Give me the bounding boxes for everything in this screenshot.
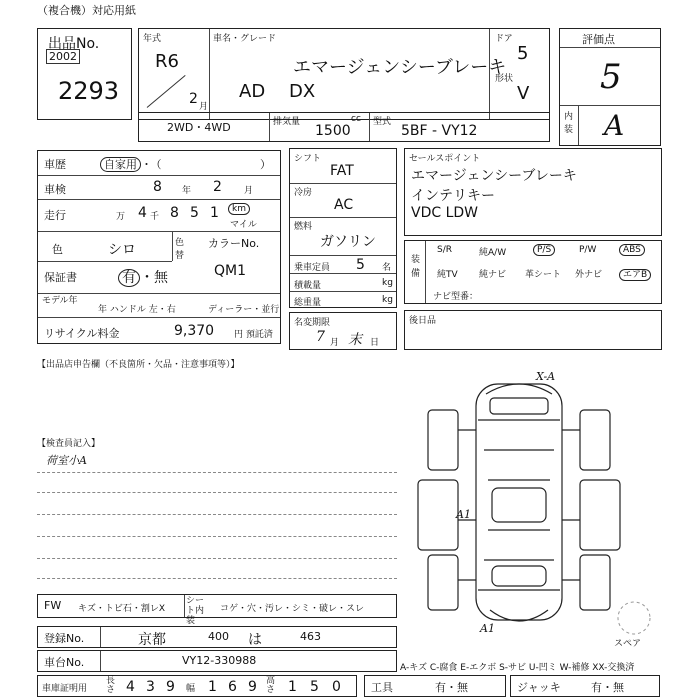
score-box	[559, 28, 661, 146]
shift-value: FAT	[330, 163, 354, 179]
year-era: R6	[155, 51, 179, 72]
cert-row: 車庫証明用 長さ 4 3 9 幅 1 6 9 高さ 1 5 0	[37, 675, 357, 697]
diagram-mark-top: X-A	[536, 370, 556, 383]
model-grade: DX	[289, 81, 316, 102]
inspector-label: 【検査員記入】	[37, 439, 101, 449]
lot-box	[37, 28, 132, 120]
year-month: 2	[189, 91, 198, 107]
displacement-value: 1500	[315, 123, 351, 139]
drive-label: 2WD・4WD	[167, 121, 231, 134]
mid-box: シフト FAT 冷房 AC 燃料 ガソリン 乗車定員 5 名 積載量 kg 総重量 kg	[289, 148, 397, 308]
colorno-value: QM1	[214, 263, 247, 279]
mileage-digit-1: 4	[138, 205, 147, 221]
model-box: 年式 R6 2 月 車名・グレード エマージェンシーブレーキ AD DX ドア 5 形状 V	[138, 28, 550, 120]
inspector-note: 荷室小A	[46, 454, 87, 467]
chassis-row: 車台No. VY12-330988	[37, 650, 397, 672]
deadline-value: 7	[316, 329, 325, 345]
equipment-box: 装備 S/R 純A/W P/S P/W ABS 純TV 純ナビ 革シート 外ナビ エアB ナビ型番：	[404, 240, 662, 304]
inspection-month: 2	[213, 179, 222, 195]
shape-label: 形状	[495, 74, 514, 84]
equip-ps: P/S	[533, 245, 555, 255]
reg-serial: 463	[300, 630, 321, 643]
reg-class: 400	[208, 630, 229, 643]
shape-value: V	[517, 83, 530, 104]
doors-label: ドア	[495, 34, 513, 44]
type-value: 5BF - VY12	[401, 123, 478, 139]
score-value: 5	[600, 57, 622, 97]
spec-row: 2WD・4WD 排気量 cc 1500 型式 5BF - VY12	[138, 112, 550, 142]
model-label: 車名・グレード	[213, 34, 277, 44]
fuel-value: ガソリン	[320, 234, 376, 250]
equip-airbag: エアB	[619, 267, 651, 280]
lot-label: 出品No.	[48, 36, 100, 52]
warranty-yes: 有	[118, 269, 140, 287]
mileage-digit-4: 1	[210, 205, 219, 221]
color-value: シロ	[108, 242, 136, 258]
type-label: 型式	[373, 117, 392, 127]
fw-row: FW キズ・トビ石・割レX シート内装 コゲ・穴・汚レ・シミ・破レ・スレ	[37, 594, 397, 618]
mileage-digit-3: 5	[190, 205, 199, 221]
recycle-value: 9,370	[174, 323, 215, 339]
inspection-year: 8	[153, 179, 162, 195]
car-diagram	[408, 370, 658, 640]
deadline-box: 名変期限 7 月 末 日	[289, 312, 397, 350]
lot-number: 2293	[58, 77, 120, 105]
repair-box: 後日品	[404, 310, 662, 350]
interior-value: A	[604, 109, 625, 142]
spare-label: スペア	[614, 639, 642, 649]
history-private: 自家用	[100, 157, 141, 172]
reg-kana: は	[248, 632, 262, 648]
sales-line-3: VDC LDW	[411, 205, 479, 221]
sales-line-2: インテリキー	[411, 188, 495, 204]
score-label: 評価点	[582, 33, 615, 46]
model-name: AD	[239, 81, 266, 102]
year-label: 年式	[143, 34, 162, 44]
doors-value: 5	[517, 43, 529, 64]
lot-tag: 2002	[46, 49, 80, 64]
diagram-mark-bottom: A1	[480, 622, 495, 635]
capacity-value: 5	[356, 257, 365, 273]
jack-row: ジャッキ 有・無	[510, 675, 660, 697]
sales-line-1: エマージェンシーブレーキ	[411, 168, 577, 184]
dealer-note-label: 【出品店申告欄（不良箇所・欠品・注意事項等）】	[37, 360, 240, 370]
sheet-title: （複合機）対応用紙	[37, 4, 136, 17]
tools-row: 工具 有・無	[364, 675, 506, 697]
registration-row: 登録No. 京都 400 は 463	[37, 626, 397, 648]
sales-box: セールスポイント エマージェンシーブレーキ インテリキー VDC LDW	[404, 148, 662, 236]
chassis-value: VY12-330988	[182, 654, 257, 667]
damage-legend: A-キズ C-腐食 E-エクボ S-サビ U-凹ミ W-補修 XX-交換済	[400, 663, 635, 673]
diagram-mark-side: A1	[456, 508, 471, 521]
equip-abs: ABS	[619, 245, 645, 255]
mileage-digit-2: 8	[170, 205, 179, 221]
ac-value: AC	[334, 197, 354, 213]
displacement-label: 排気量	[273, 117, 301, 127]
km-unit: km	[228, 204, 250, 214]
interior-label: 内装	[564, 112, 574, 135]
history-box: 車歴 自家用 ・ （ ） 車検 8 年 2 月 走行 万 4 千 8 5 1 km マイル 色 シロ 色替 カラーNo. 保証書 有 ・無 QM1 モデル年 年 ハンドル 左・右 ディーラー・並行 リサイクル料金 9,370 円 預託済	[37, 150, 281, 344]
reg-place: 京都	[138, 632, 166, 648]
model-name-line1: エマージェンシーブレーキ	[293, 57, 507, 78]
